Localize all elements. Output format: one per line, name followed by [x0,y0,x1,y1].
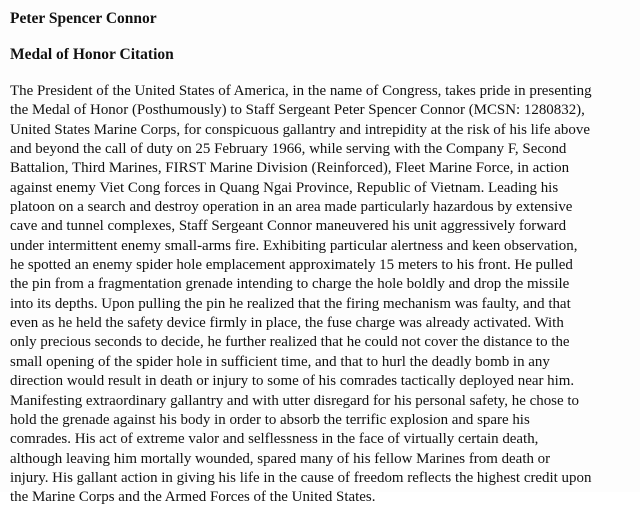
citation-line: Battalion, Third Marines, FIRST Marine Division (Reinforced), Fleet Marine Force, in action [10,160,570,177]
citation-line: Manifesting extraordinary gallantry and with utter disregard for his personal safety, he chose to [10,392,579,409]
citation-line: although leaving him mortally wounded, spared many of his fellow Marines from death or [10,450,551,467]
citation-heading: Medal of Honor Citation [10,46,174,63]
citation-line: United States Marine Corps, for conspicuous gallantry and intrepidity at the risk of his life above [10,121,590,138]
citation-line: injury. His gallant action in giving his life in the cause of freedom reflects the highest credit upon [10,469,592,486]
citation-line: into its depths. Upon pulling the pin he realized that the firing mechanism was faulty, and that [10,295,571,312]
citation-line: and beyond the call of duty on 25 February 1966, while serving with the Company F, Second [10,141,567,158]
citation-line: the Marine Corps and the Armed Forces of the United States. [10,489,376,506]
citation-line: the Medal of Honor (Posthumously) to Staff Sergeant Peter Spencer Connor (MCSN: 1280832), [10,102,585,119]
citation-line: against enemy Viet Cong forces in Quang Ngai Province, Republic of Vietnam. Leading his [10,179,559,196]
citation-line: hold the grenade against his body in order to absorb the terrific explosion and spare his [10,411,530,428]
citation-line: under intermittent enemy small-arms fire. Exhibiting particular alertness and keen observation, [10,237,578,254]
citation-line: the pin from a fragmentation grenade intending to charge the hole boldly and drop the missile [10,276,570,293]
citation-line: cave and tunnel complexes, Staff Sergeant Connor maneuvered his unit aggressively forward [10,218,567,235]
citation-line: The President of the United States of America, in the name of Congress, takes pride in presenting [10,83,592,99]
citation-line: even as he held the safety device firmly in place, the fuse charge was already activated. With [10,315,564,332]
citation-line: only precious seconds to decide, he further realized that he could not cover the distance to the [10,334,570,351]
citation-line: comrades. His act of extreme valor and selflessness in the face of virtually certain death, [10,431,539,448]
citation-line: small opening of the spider hole in sufficient time, and that to hurl the deadly bomb in any [10,353,550,370]
recipient-name-heading: Peter Spencer Connor [10,10,157,27]
citation-line: he spotted an enemy spider hole emplacement approximately 15 meters to his front. He pulled [10,257,573,274]
citation-line: platoon on a search and destroy operation in an area made particularly hazardous by extensive [10,199,573,216]
citation-body [10,82,636,508]
citation-line: direction would result in death or injury to some of his comrades tactically deployed near him. [10,373,575,390]
